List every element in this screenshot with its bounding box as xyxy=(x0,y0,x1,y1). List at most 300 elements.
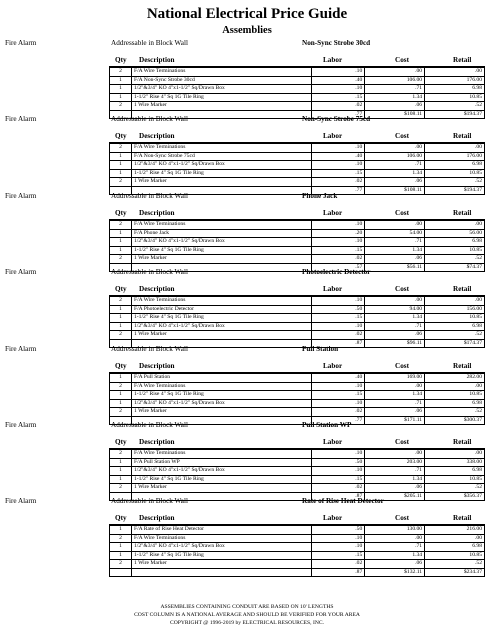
cell-description: 1/2"&3/4" KO 4"x1-1/2" Sq/Drawn Box xyxy=(131,161,311,170)
col-qty-header: Qty xyxy=(115,285,127,293)
cell-description: 1/2"&3/4" KO 4"x1-1/2" Sq/Drawn Box xyxy=(131,322,311,331)
cell-description: F/A Wire Terminations xyxy=(131,450,311,459)
cell-qty: 1 xyxy=(110,76,132,85)
cell-qty: 1 xyxy=(110,467,132,476)
cell-qty: 1 xyxy=(110,169,132,178)
total-cost: $56.11 xyxy=(365,263,425,272)
cell-description: F/A Wire Terminations xyxy=(131,534,311,543)
table-row xyxy=(110,475,485,484)
cell-retail: .00 xyxy=(425,144,485,153)
cell-description: F/A Wire Terminations xyxy=(131,221,311,230)
cell-cost: .06 xyxy=(365,560,425,569)
col-description-header: Description xyxy=(139,514,175,522)
table-row xyxy=(110,391,485,400)
cell-description: 1/2"&3/4" KO 4"x1-1/2" Sq/Drawn Box xyxy=(131,467,311,476)
table-row xyxy=(110,382,485,391)
column-headers xyxy=(109,514,485,525)
section-location: Addressable in Block Wall xyxy=(111,268,188,276)
table-row xyxy=(110,331,485,340)
cell-labor: .02 xyxy=(311,178,365,187)
total-labor: .87 xyxy=(311,339,365,348)
cell-retail: 216.00 xyxy=(425,526,485,535)
col-qty-header: Qty xyxy=(115,362,127,370)
table-row xyxy=(110,305,485,314)
cell-description: 1-1/2" Rise 4" Sq 1G Tile Ring xyxy=(131,391,311,400)
total-cost: $205.11 xyxy=(365,492,425,501)
cell-cost: 94.00 xyxy=(365,305,425,314)
cell-description: 1 Wire Marker xyxy=(131,560,311,569)
section-category: Fire Alarm xyxy=(5,115,37,123)
cell-cost: .06 xyxy=(365,331,425,340)
cell-cost: 1.34 xyxy=(365,246,425,255)
col-labor-header: Labor xyxy=(323,438,343,446)
col-cost-header: Cost xyxy=(395,514,409,522)
cell-qty: 1 xyxy=(110,475,132,484)
cell-retail: .52 xyxy=(425,178,485,187)
cell-description: F/A Non-Sync Strobe 75cd xyxy=(131,152,311,161)
table-row xyxy=(110,551,485,560)
cell-retail: 10.85 xyxy=(425,246,485,255)
cell-cost: .71 xyxy=(365,467,425,476)
cell-retail: .52 xyxy=(425,484,485,493)
cell-labor: .15 xyxy=(311,475,365,484)
table-row xyxy=(110,526,485,535)
cell-retail: .52 xyxy=(425,255,485,264)
col-labor-header: Labor xyxy=(323,362,343,370)
table-row xyxy=(110,178,485,187)
table-row xyxy=(110,458,485,467)
cell-retail: .52 xyxy=(425,560,485,569)
cell-qty: 1 xyxy=(110,322,132,331)
cell-cost: .06 xyxy=(365,178,425,187)
col-retail-header: Retail xyxy=(453,514,472,522)
cell-retail: 6.98 xyxy=(425,467,485,476)
cell-retail: .00 xyxy=(425,297,485,306)
table-row xyxy=(110,238,485,247)
table-row xyxy=(110,221,485,230)
cell-description: F/A Photoelectric Detector xyxy=(131,305,311,314)
col-cost-header: Cost xyxy=(395,285,409,293)
section-location: Addressable in Block Wall xyxy=(111,497,188,505)
cell-retail: 10.85 xyxy=(425,475,485,484)
cell-description: F/A Wire Terminations xyxy=(131,144,311,153)
cell-description: 1 Wire Marker xyxy=(131,102,311,111)
section-category: Fire Alarm xyxy=(5,39,37,47)
cell-cost: .06 xyxy=(365,408,425,417)
table-row xyxy=(110,93,485,102)
section-name: Non-Sync Strobe 75cd xyxy=(302,115,371,123)
cell-retail: 156.00 xyxy=(425,305,485,314)
col-retail-header: Retail xyxy=(453,209,472,217)
cell-qty: 1 xyxy=(110,93,132,102)
footer-line: COST COLUMN IS A NATIONAL AVERAGE AND SHOULD BE VERIFIED FOR YOUR AREA xyxy=(134,612,360,619)
col-description-header: Description xyxy=(139,438,175,446)
cell-retail: 6.98 xyxy=(425,238,485,247)
cell-description: F/A Wire Terminations xyxy=(131,297,311,306)
items-table xyxy=(109,525,485,577)
table-row xyxy=(110,374,485,383)
cell-qty: 2 xyxy=(110,144,132,153)
total-labor: .77 xyxy=(311,186,365,195)
total-retail: $300.37 xyxy=(425,416,485,425)
items-table xyxy=(109,373,485,425)
items-table xyxy=(109,143,485,195)
cell-cost: 1.34 xyxy=(365,169,425,178)
cell-description: F/A Pull Station WP xyxy=(131,458,311,467)
section-header xyxy=(0,497,494,509)
cell-retail: .00 xyxy=(425,534,485,543)
column-headers xyxy=(109,362,485,373)
cell-cost: 1.34 xyxy=(365,314,425,323)
col-retail-header: Retail xyxy=(453,132,472,140)
table-row xyxy=(110,534,485,543)
cell-blank xyxy=(131,568,311,577)
cell-qty: 1 xyxy=(110,85,132,94)
cell-labor: .02 xyxy=(311,102,365,111)
total-retail: $234.37 xyxy=(425,568,485,577)
col-labor-header: Labor xyxy=(323,56,343,64)
col-description-header: Description xyxy=(139,132,175,140)
cell-description: 1/2"&3/4" KO 4"x1-1/2" Sq/Drawn Box xyxy=(131,85,311,94)
cell-labor: .15 xyxy=(311,246,365,255)
cell-cost: 106.00 xyxy=(365,152,425,161)
col-cost-header: Cost xyxy=(395,132,409,140)
cell-labor: .10 xyxy=(311,467,365,476)
col-labor-header: Labor xyxy=(323,132,343,140)
cell-qty: 1 xyxy=(110,374,132,383)
cell-cost: .71 xyxy=(365,161,425,170)
total-retail: $194.37 xyxy=(425,110,485,119)
table-row xyxy=(110,543,485,552)
section-location: Addressable in Block Wall xyxy=(111,345,188,353)
cell-description: 1/2"&3/4" KO 4"x1-1/2" Sq/Drawn Box xyxy=(131,399,311,408)
total-cost: $171.11 xyxy=(365,416,425,425)
col-retail-header: Retail xyxy=(453,285,472,293)
cell-labor: .10 xyxy=(311,399,365,408)
table-row xyxy=(110,450,485,459)
cell-cost: .00 xyxy=(365,450,425,459)
cell-qty: 1 xyxy=(110,399,132,408)
column-headers xyxy=(109,56,485,67)
cell-description: 1/2"&3/4" KO 4"x1-1/2" Sq/Drawn Box xyxy=(131,238,311,247)
cell-retail: .00 xyxy=(425,450,485,459)
cell-retail: 6.98 xyxy=(425,322,485,331)
cell-cost: .71 xyxy=(365,543,425,552)
items-table xyxy=(109,67,485,119)
section-name: Pull Station xyxy=(302,345,339,353)
table-row xyxy=(110,322,485,331)
section-header xyxy=(0,115,494,127)
cell-cost: 1.34 xyxy=(365,475,425,484)
cell-cost: 1.34 xyxy=(365,93,425,102)
cell-retail: .00 xyxy=(425,382,485,391)
cell-qty: 1 xyxy=(110,305,132,314)
cell-description: F/A Wire Terminations xyxy=(131,68,311,77)
section-category: Fire Alarm xyxy=(5,268,37,276)
cell-labor: .10 xyxy=(311,534,365,543)
page-footer xyxy=(0,603,494,628)
table-row xyxy=(110,68,485,77)
section-category: Fire Alarm xyxy=(5,345,37,353)
table-row xyxy=(110,408,485,417)
cell-labor: .15 xyxy=(311,169,365,178)
column-headers xyxy=(109,285,485,296)
cell-cost: 130.00 xyxy=(365,526,425,535)
section-header xyxy=(0,268,494,280)
section-location: Addressable in Block Wall xyxy=(111,39,188,47)
cell-labor: .10 xyxy=(311,322,365,331)
cell-qty: 1 xyxy=(110,551,132,560)
col-description-header: Description xyxy=(139,209,175,217)
total-labor: .57 xyxy=(311,263,365,272)
total-labor: .77 xyxy=(311,110,365,119)
cell-retail: 176.00 xyxy=(425,76,485,85)
table-row xyxy=(110,297,485,306)
table-row xyxy=(110,76,485,85)
cell-cost: .71 xyxy=(365,238,425,247)
table-row xyxy=(110,255,485,264)
cell-labor: .15 xyxy=(311,93,365,102)
cell-qty: 2 xyxy=(110,484,132,493)
cell-qty: 2 xyxy=(110,297,132,306)
cell-description: 1 Wire Marker xyxy=(131,331,311,340)
cell-qty: 1 xyxy=(110,458,132,467)
cell-labor: .50 xyxy=(311,458,365,467)
cell-qty: 2 xyxy=(110,102,132,111)
total-cost: $132.11 xyxy=(365,568,425,577)
table-row xyxy=(110,560,485,569)
cell-blank xyxy=(110,568,132,577)
col-description-header: Description xyxy=(139,56,175,64)
cell-description: F/A Wire Terminations xyxy=(131,382,311,391)
cell-labor: .15 xyxy=(311,314,365,323)
cell-qty: 1 xyxy=(110,314,132,323)
table-row xyxy=(110,229,485,238)
section-location: Addressable in Block Wall xyxy=(111,115,188,123)
table-row xyxy=(110,144,485,153)
col-cost-header: Cost xyxy=(395,209,409,217)
cell-retail: 10.85 xyxy=(425,551,485,560)
cell-cost: 203.00 xyxy=(365,458,425,467)
cell-labor: .02 xyxy=(311,560,365,569)
cell-labor: .15 xyxy=(311,551,365,560)
col-description-header: Description xyxy=(139,362,175,370)
table-row xyxy=(110,467,485,476)
cell-cost: .00 xyxy=(365,68,425,77)
cell-description: 1/2"&3/4" KO 4"x1-1/2" Sq/Drawn Box xyxy=(131,543,311,552)
section-header xyxy=(0,421,494,433)
cell-retail: .00 xyxy=(425,68,485,77)
items-table xyxy=(109,449,485,501)
cell-labor: .10 xyxy=(311,85,365,94)
assembly-section xyxy=(0,345,494,425)
col-description-header: Description xyxy=(139,285,175,293)
footer-line: ASSEMBLIES CONTAINING CONDUIT ARE BASED ON 10' LENGTHS xyxy=(160,604,334,610)
col-retail-header: Retail xyxy=(453,362,472,370)
total-labor: .87 xyxy=(311,568,365,577)
cell-retail: 282.00 xyxy=(425,374,485,383)
section-header xyxy=(0,39,494,51)
cell-cost: .06 xyxy=(365,255,425,264)
cell-labor: .10 xyxy=(311,297,365,306)
cell-labor: .02 xyxy=(311,331,365,340)
total-retail: $74.37 xyxy=(425,263,485,272)
cell-retail: 10.85 xyxy=(425,391,485,400)
total-retail: $174.37 xyxy=(425,339,485,348)
cell-qty: 1 xyxy=(110,246,132,255)
cell-labor: .10 xyxy=(311,221,365,230)
section-name: Rate of Rise Heat Detector xyxy=(302,497,384,505)
cell-retail: .52 xyxy=(425,331,485,340)
section-location: Addressable in Block Wall xyxy=(111,421,188,429)
table-row xyxy=(110,161,485,170)
col-retail-header: Retail xyxy=(453,56,472,64)
cell-qty: 1 xyxy=(110,238,132,247)
cell-cost: 106.00 xyxy=(365,76,425,85)
col-qty-header: Qty xyxy=(115,56,127,64)
cell-qty: 1 xyxy=(110,152,132,161)
table-row xyxy=(110,85,485,94)
cell-cost: .06 xyxy=(365,102,425,111)
cell-labor: .50 xyxy=(311,526,365,535)
cell-description: 1 Wire Marker xyxy=(131,408,311,417)
section-header xyxy=(0,345,494,357)
column-headers xyxy=(109,132,485,143)
assembly-section xyxy=(0,115,494,195)
cell-description: 1-1/2" Rise 4" Sq 1G Tile Ring xyxy=(131,551,311,560)
cell-labor: .40 xyxy=(311,374,365,383)
cell-qty: 2 xyxy=(110,450,132,459)
col-qty-header: Qty xyxy=(115,514,127,522)
cell-retail: 6.98 xyxy=(425,399,485,408)
cell-cost: 1.34 xyxy=(365,391,425,400)
col-qty-header: Qty xyxy=(115,132,127,140)
cell-labor: .15 xyxy=(311,391,365,400)
cell-qty: 2 xyxy=(110,178,132,187)
cell-retail: .52 xyxy=(425,408,485,417)
cell-labor: .50 xyxy=(311,305,365,314)
col-cost-header: Cost xyxy=(395,362,409,370)
table-row xyxy=(110,399,485,408)
cell-retail: 6.98 xyxy=(425,85,485,94)
cell-qty: 2 xyxy=(110,560,132,569)
cell-labor: .02 xyxy=(311,408,365,417)
total-labor: .87 xyxy=(311,492,365,501)
cell-retail: 6.98 xyxy=(425,161,485,170)
cell-qty: 2 xyxy=(110,255,132,264)
section-location: Addressable in Block Wall xyxy=(111,192,188,200)
cell-description: 1-1/2" Rise 4" Sq 1G Tile Ring xyxy=(131,314,311,323)
page-title: National Electrical Price Guide xyxy=(146,6,348,22)
section-category: Fire Alarm xyxy=(5,497,37,505)
cell-description: F/A Phone Jack xyxy=(131,229,311,238)
col-cost-header: Cost xyxy=(395,438,409,446)
cell-qty: 1 xyxy=(110,229,132,238)
cell-cost: 1.34 xyxy=(365,551,425,560)
cell-description: 1-1/2" Rise 4" Sq 1G Tile Ring xyxy=(131,169,311,178)
cell-qty: 2 xyxy=(110,534,132,543)
column-headers xyxy=(109,209,485,220)
cell-labor: .10 xyxy=(311,450,365,459)
cell-retail: 176.00 xyxy=(425,152,485,161)
section-category: Fire Alarm xyxy=(5,192,37,200)
cell-qty: 2 xyxy=(110,331,132,340)
cell-description: F/A Rate of Rise Heat Detector xyxy=(131,526,311,535)
col-cost-header: Cost xyxy=(395,56,409,64)
cell-description: 1-1/2" Rise 4" Sq 1G Tile Ring xyxy=(131,246,311,255)
section-category: Fire Alarm xyxy=(5,421,37,429)
section-name: Photoelectric Detector xyxy=(302,268,371,276)
cell-cost: .71 xyxy=(365,85,425,94)
cell-cost: 169.00 xyxy=(365,374,425,383)
col-labor-header: Labor xyxy=(323,209,343,217)
col-qty-header: Qty xyxy=(115,209,127,217)
cell-description: 1 Wire Marker xyxy=(131,484,311,493)
total-cost: $108.11 xyxy=(365,110,425,119)
cell-cost: .00 xyxy=(365,221,425,230)
section-name: Non-Sync Strobe 30cd xyxy=(302,39,371,47)
cell-cost: .00 xyxy=(365,382,425,391)
cell-retail: 56.00 xyxy=(425,229,485,238)
cell-retail: 338.00 xyxy=(425,458,485,467)
col-labor-header: Labor xyxy=(323,514,343,522)
cell-description: 1-1/2" Rise 4" Sq 1G Tile Ring xyxy=(131,475,311,484)
page-subtitle: Assemblies xyxy=(222,25,272,36)
cell-cost: .00 xyxy=(365,144,425,153)
total-cost: $108.11 xyxy=(365,186,425,195)
table-row xyxy=(110,102,485,111)
cell-labor: .10 xyxy=(311,543,365,552)
cell-labor: .10 xyxy=(311,382,365,391)
cell-labor: .40 xyxy=(311,152,365,161)
cell-retail: 6.98 xyxy=(425,543,485,552)
cell-qty: 2 xyxy=(110,408,132,417)
cell-description: F/A Non-Sync Strobe 30cd xyxy=(131,76,311,85)
cell-qty: 2 xyxy=(110,221,132,230)
cell-retail: 10.85 xyxy=(425,169,485,178)
cell-qty: 1 xyxy=(110,526,132,535)
cell-labor: .10 xyxy=(311,238,365,247)
section-header xyxy=(0,192,494,204)
cell-cost: .71 xyxy=(365,399,425,408)
table-row xyxy=(110,484,485,493)
cell-labor: .20 xyxy=(311,229,365,238)
cell-cost: .71 xyxy=(365,322,425,331)
items-table xyxy=(109,296,485,348)
cell-description: 1-1/2" Rise 4" Sq 1G Tile Ring xyxy=(131,93,311,102)
footer-line: COPYRIGHT @ 1996-2019 by ELECTRICAL RESOURCES, INC. xyxy=(169,620,324,627)
cell-labor: .10 xyxy=(311,68,365,77)
cell-labor: .02 xyxy=(311,255,365,264)
assembly-section xyxy=(0,268,494,348)
total-cost: $96.11 xyxy=(365,339,425,348)
assembly-section xyxy=(0,192,494,272)
col-retail-header: Retail xyxy=(453,438,472,446)
table-row xyxy=(110,169,485,178)
table-row xyxy=(110,314,485,323)
cell-labor: .40 xyxy=(311,76,365,85)
cell-retail: 10.85 xyxy=(425,314,485,323)
col-qty-header: Qty xyxy=(115,438,127,446)
section-name: Pull Station WP xyxy=(302,421,352,429)
table-row xyxy=(110,246,485,255)
cell-qty: 2 xyxy=(110,382,132,391)
cell-retail: .00 xyxy=(425,221,485,230)
totals-row xyxy=(110,568,485,577)
table-row xyxy=(110,152,485,161)
section-name: Phone Jack xyxy=(302,192,338,200)
cell-qty: 1 xyxy=(110,161,132,170)
